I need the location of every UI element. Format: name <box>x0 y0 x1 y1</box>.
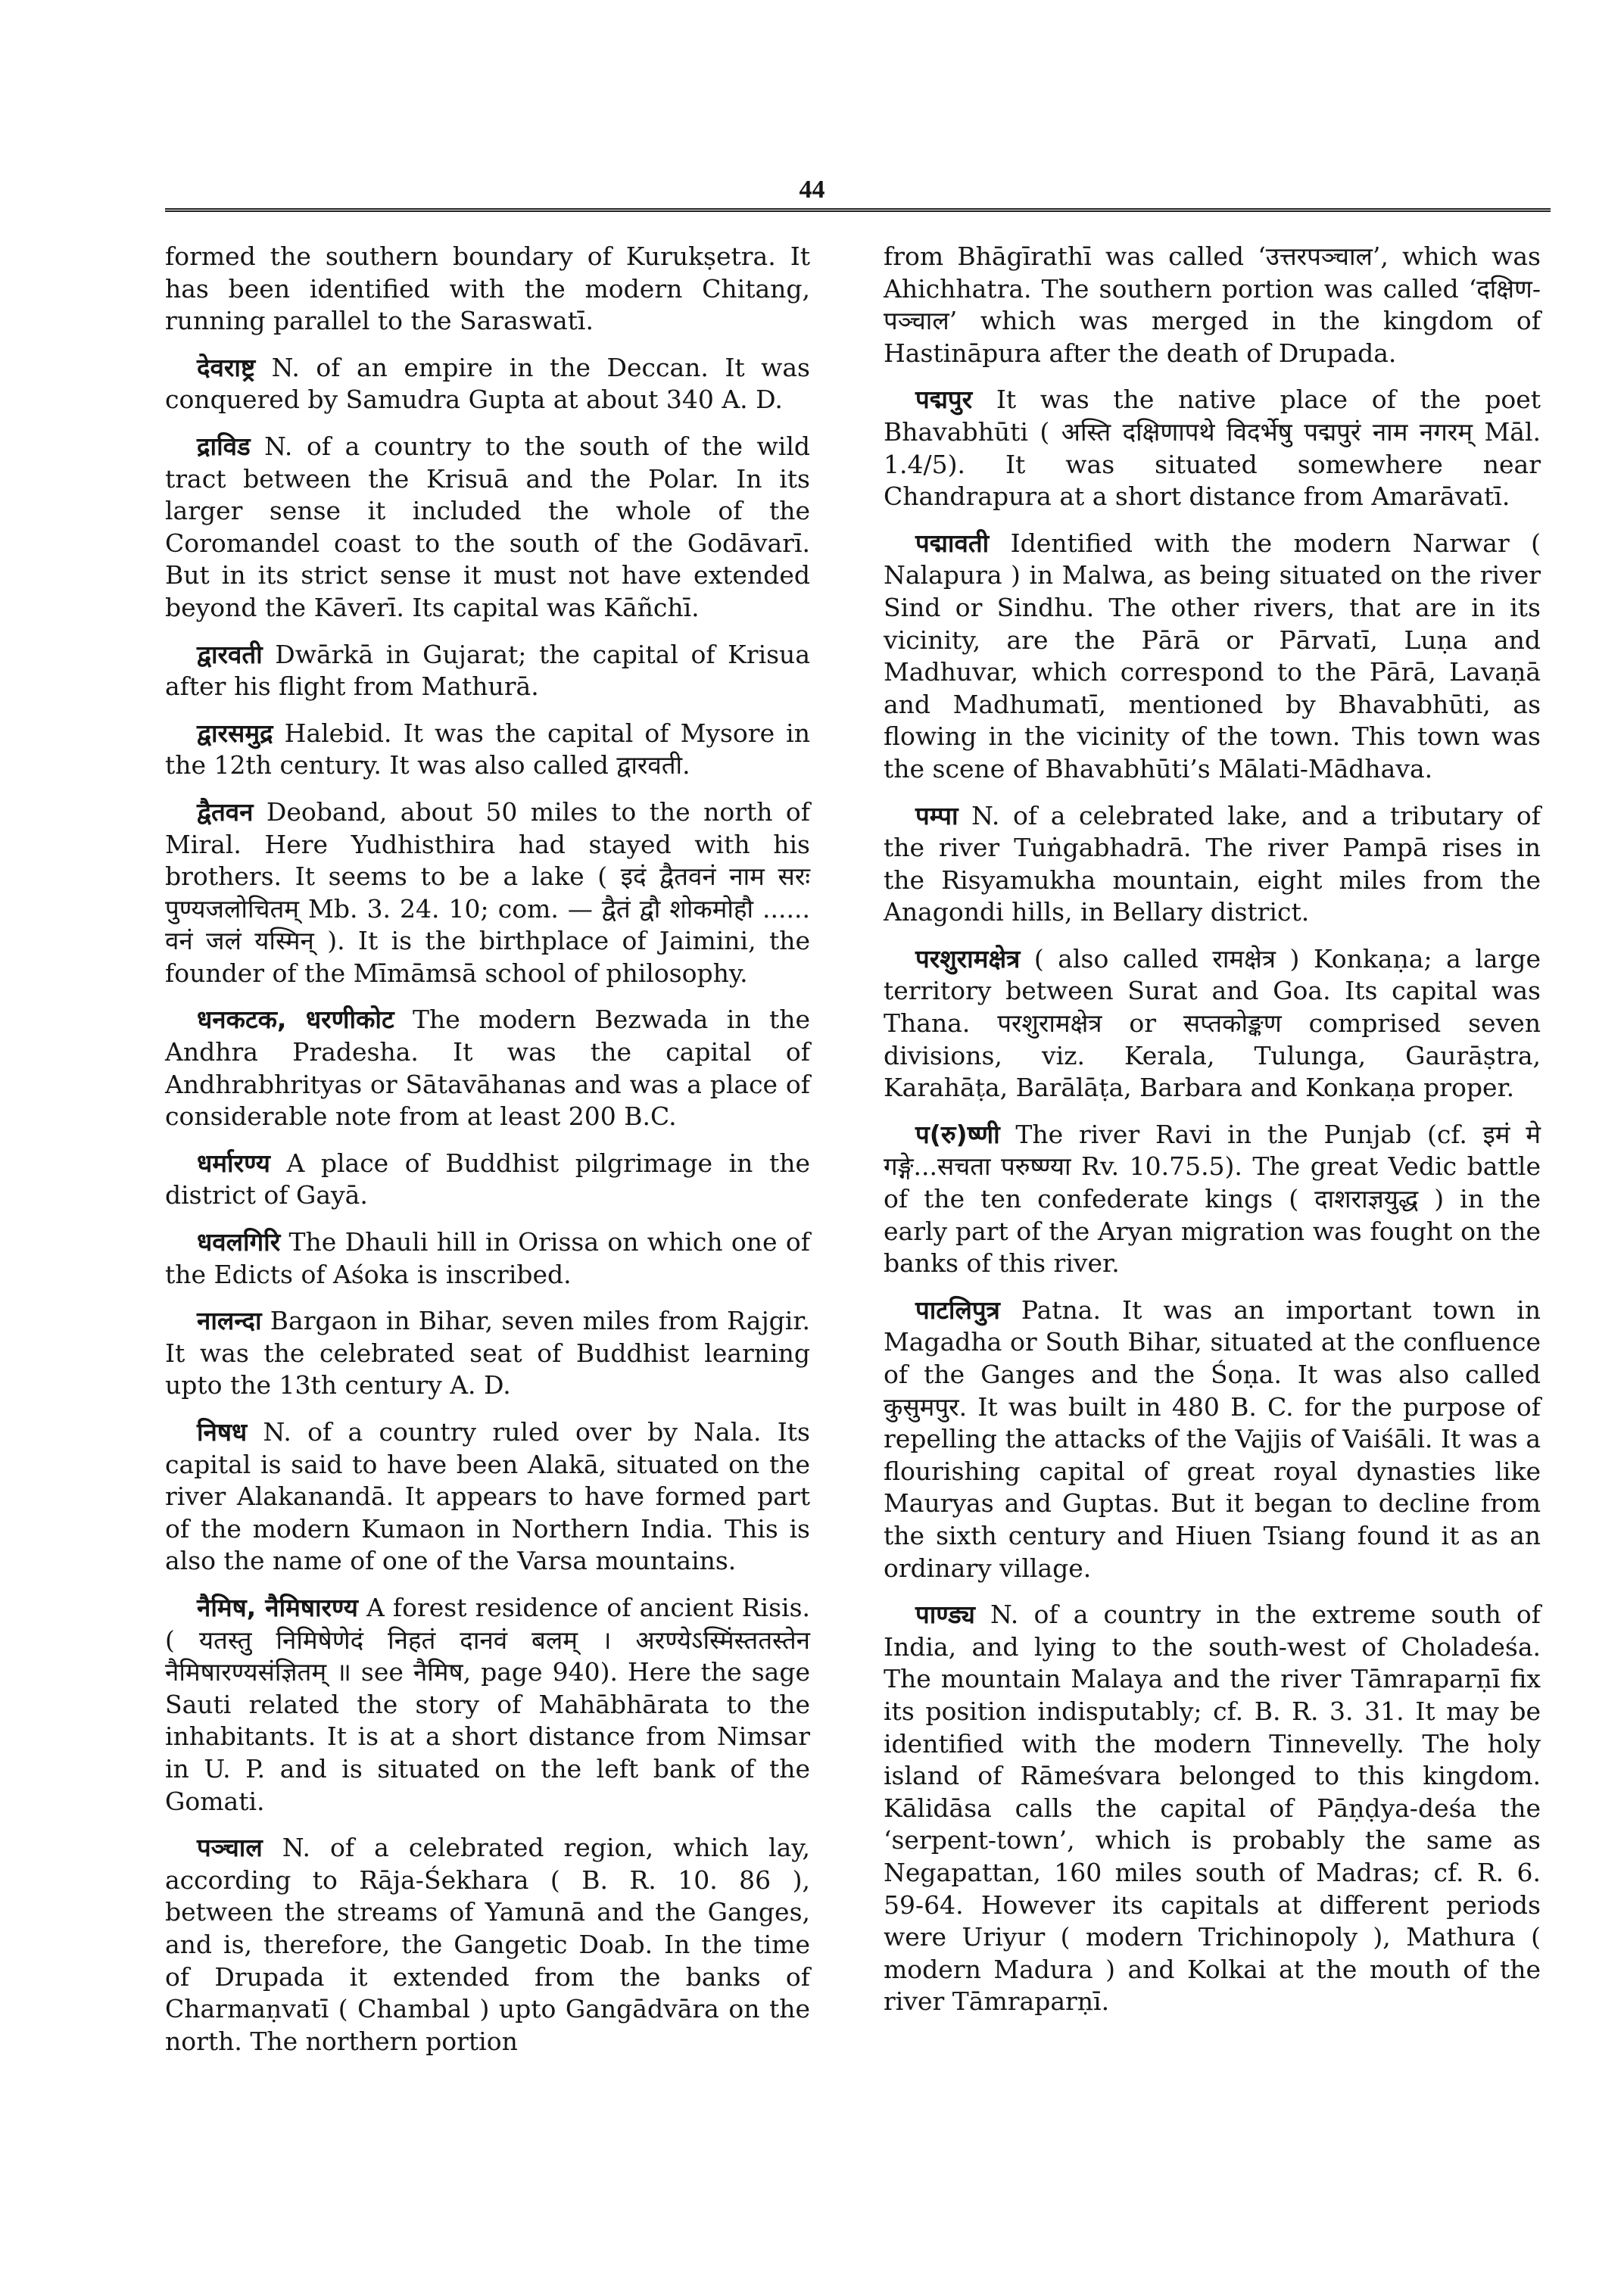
dictionary-entry <box>884 1599 1541 2018</box>
entry-text: A forest residence of ancient Risis. ( यतस्तु निमिषेणेदं निहतं दानवं बलम् । अरण्येऽस्मिंस्ततस्तेन नैमिषारण्यसंज्ञितम् ॥ see नैमिष, page 940). Here the sage Sauti related the story of Mahābhārata to the inhabitants. It is at a short distance from Nimsar in U. P. and is situated on the left bank of the Gomati. <box>165 1592 810 1816</box>
dictionary-entry <box>165 241 810 338</box>
entry-text: Bargaon in Bihar, seven miles from Rajgir. It was the celebrated seat of Buddhist learning upto the 13th century A. D. <box>165 1306 810 1400</box>
dictionary-entry <box>165 1226 810 1291</box>
entry-headword: पद्मपुर <box>915 385 973 415</box>
entry-headword: प(रु)ष्णी <box>915 1119 1000 1149</box>
dictionary-entry <box>165 1592 810 1818</box>
page-number: 44 <box>799 176 825 204</box>
dictionary-entry <box>165 718 810 782</box>
dictionary-entry <box>165 1148 810 1212</box>
entry-text: N. of a country to the south of the wild tract between the Krisuā and the Polar. In its larger sense it included the whole of the Coromandel coast to the south of the Godāvarī. But in its strict sense it must not have extended beyond the Kāverī. Its capital was Kāñchī. <box>165 431 810 622</box>
dictionary-entry <box>165 1416 810 1578</box>
entry-text: Halebid. It was the capital of Mysore in the 12th century. It was also called द्वारवती. <box>165 718 810 780</box>
right-column <box>884 241 1541 2033</box>
entry-text: Patna. It was an important town in Magadha or South Bihar, situated at the confluence of the Ganges and the Śoṇa. It was also called कुसुमपुर. It was built in 480 B. C. for the purpose of repelling the attacks of the Vajjis of Vaiśāli. It was a flourishing capital of great royal dynasties like Mauryas and Guptas. But it began to decline from the sixth century and Hiuen Tsiang found it as an ordinary village. <box>884 1294 1541 1583</box>
entry-headword: नालन्दा <box>197 1306 262 1336</box>
dictionary-entry <box>884 1119 1541 1280</box>
header-rule <box>165 208 1551 212</box>
entry-text: A place of Buddhist pilgrimage in the district of Gayā. <box>165 1148 810 1210</box>
entry-headword: निषध <box>197 1417 248 1447</box>
entry-headword: पाण्ड्य <box>915 1600 975 1630</box>
dictionary-entry <box>884 1294 1541 1584</box>
dictionary-entry <box>165 352 810 416</box>
dictionary-entry <box>165 1305 810 1402</box>
entry-text: The river Ravi in the Punjab (cf. इमं मे गङ्गे...सचता परुष्ण्या Rv. 10.75.5). The great Vedic battle of the ten confederate kings ( दाशराज्ञयुद्ध ) in the early part of the Aryan migration was fought on the banks of this river. <box>884 1119 1541 1279</box>
dictionary-entry <box>165 1832 810 2058</box>
dictionary-entry <box>884 241 1541 369</box>
entry-headword: पम्पा <box>915 800 959 830</box>
entry-headword: नैमिष, नैमिषारण्य <box>197 1592 358 1622</box>
entry-text: Deoband, about 50 miles to the north of Miral. Here Yudhisthira had stayed with his brothers. It seems to be a lake ( इदं द्वैतवनं नाम सरः पुण्यजलोचितम् Mb. 3. 24. 10; com. — द्वैतं द्वौ शोकमोहौ ...... वनं जलं यस्मिन् ). It is the birthplace of Jaimini, the founder of the Mīmāmsā school of philosophy. <box>165 796 810 988</box>
left-column <box>165 241 810 2072</box>
entry-headword: द्वारसमुद्र <box>197 718 273 748</box>
entry-text: Identified with the modern Narwar ( Nalapura ) in Malwa, as being situated on the river Sind or Sindhu. The other rivers, that are in its vicinity, are the Pārā or Pārvatī, Luṇa and Madhuvar, which correspond to the Pārā, Lavaṇā and Madhumatī, mentioned by Bhavabhūti, as flowing in the vicinity of the town. This town was the scene of Bhavabhūti’s Mālati-Mādhava. <box>884 528 1541 784</box>
dictionary-entry <box>165 1004 810 1132</box>
entry-headword: धवलगिरि <box>197 1227 281 1257</box>
dictionary-entry <box>165 639 810 703</box>
dictionary-entry <box>884 943 1541 1104</box>
entry-headword: देवराष्ट्र <box>197 352 256 382</box>
entry-headword: द्वैतवन <box>197 796 254 827</box>
entry-text: N. of a celebrated lake, and a tributary of the river Tuṅgabhadrā. The river Pampā rises in the Risyamukha mountain, eight miles from the Anagondi hills, in Bellary district. <box>884 800 1541 927</box>
entry-headword: परशुरामक्षेत्र <box>915 943 1021 974</box>
entry-text: ( also called रामक्षेत्र ) Konkaṇa; a large territory between Surat and Goa. Its capital was Thana. परशुरामक्षेत्र or सप्तकोङ्कण comprised seven divisions, viz. Kerala, Tulunga, Gaurāṣtra, Karahāṭa, Barālāṭa, Barbara and Konkaṇa proper. <box>884 943 1541 1103</box>
entry-text: The modern Bezwada in the Andhra Pradesha. It was the capital of Andhrabhrityas or Sātavāhanas and was a place of considerable note from at least 200 B.C. <box>165 1005 810 1132</box>
entry-text: The Dhauli hill in Orissa on which one of the Edicts of Aśoka is inscribed. <box>165 1227 810 1289</box>
dictionary-entry <box>884 528 1541 786</box>
dictionary-entry <box>884 384 1541 512</box>
entry-text: Dwārkā in Gujarat; the capital of Krisua after his flight from Mathurā. <box>165 639 810 702</box>
entry-headword: धर्मारण्य <box>197 1148 270 1178</box>
entry-text: N. of an empire in the Deccan. It was conquered by Samudra Gupta at about 340 A. D. <box>165 352 810 415</box>
dictionary-entry <box>884 800 1541 929</box>
entry-text: N. of a country ruled over by Nala. Its capital is said to have been Alakā, situated on the river Alakanandā. It appears to have formed part of the modern Kumaon in Northern India. This is also the name of one of the Varsa mountains. <box>165 1417 810 1576</box>
entry-headword: पाटलिपुत्र <box>915 1294 1000 1325</box>
entry-headword: धनकटक, धरणीकोट <box>197 1005 394 1035</box>
entry-headword: पद्मावती <box>915 528 990 558</box>
entry-text: from Bhāgīrathī was called ‘उत्तरपञ्चाल’, which was Ahichhatra. The southern portion was called ‘दक्षिण-पञ्चाल’ which was merged in the kingdom of Hastināpura after the death of Drupada. <box>884 241 1541 368</box>
entry-headword: द्राविड <box>197 431 251 461</box>
entry-headword: द्वारवती <box>197 639 263 669</box>
dictionary-entry <box>165 796 810 990</box>
entry-headword: पञ्चाल <box>197 1833 263 1863</box>
entry-text: N. of a country in the extreme south of India, and lying to the south-west of Choladeśa. The mountain Malaya and the river Tāmraparṇī fix its position indisputably; cf. B. R. 3. 31. It may be identified with the modern Tinnevelly. The holy island of Rāmeśvara belonged to this kingdom. Kālidāsa calls the capital of Pāṇḍya-deśa the ‘serpent-town’, which is probably the same as Negapattan, 160 miles south of Madras; cf. R. 6. 59-64. However its capitals at different periods were Uriyur ( modern Trichinopoly ), Mathura ( modern Madura ) and Kolkai at the mouth of the river Tāmraparṇī. <box>884 1600 1541 2017</box>
entry-text: formed the southern boundary of Kurukṣetra. It has been identified with the modern Chitang, running parallel to the Saraswatī. <box>165 241 810 336</box>
dictionary-entry <box>165 431 810 625</box>
entry-text: N. of a celebrated region, which lay, according to Rāja-Śekhara ( B. R. 10. 86 ), between the streams of Yamunā and the Ganges, and is, therefore, the Gangetic Doab. In the time of Drupada it extended from the banks of Charmaṇvatī ( Chambal ) upto Gangādvāra on the north. The northern portion <box>165 1833 810 2056</box>
entry-text: It was the native place of the poet Bhavabhūti ( अस्ति दक्षिणापथे विदर्भेषु पद्मपुरं नाम नगरम् Māl. 1.4/5). It was situated somewhere near Chandrapura at a short distance from Amarāvatī. <box>884 385 1541 512</box>
